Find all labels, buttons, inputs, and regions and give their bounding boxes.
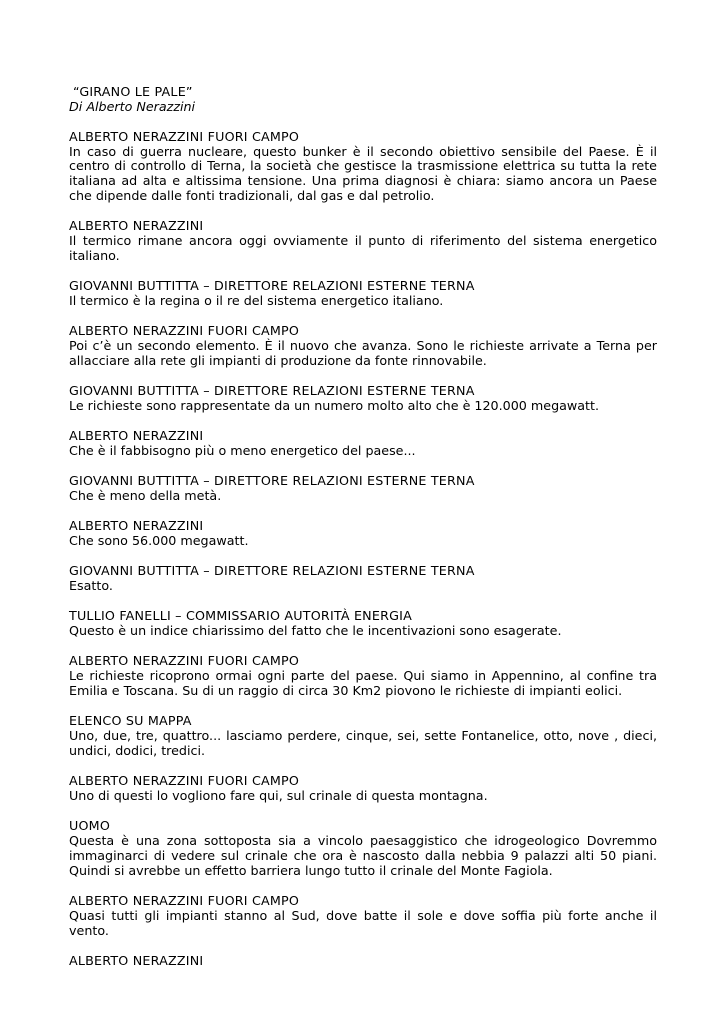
speech-text: Che è meno della metà. (69, 488, 222, 504)
transcript-block (69, 130, 657, 205)
speech-text: Poi c’è un secondo elemento. È il nuovo che avanza. Sono le richieste arrivate a Terna per allacciare alla rete gli impianti di produzione da fonte rinnovabile. (69, 338, 657, 369)
transcript-block (69, 954, 657, 969)
speaker-name: ALBERTO NERAZZINI (69, 952, 204, 968)
speech-text: Le richieste ricoprono ormai ogni parte del paese. Qui siamo in Appennino, al confine tra Emilia e Toscana. Su di un raggio di circa 30 Km2 piovono le richieste di impianti eolici. (69, 668, 657, 698)
speech-text: Le richieste sono rappresentate da un numero molto alto che è 120.000 megawatt. (69, 398, 600, 414)
speaker-name: GIOVANNI BUTTITTA – DIRETTORE RELAZIONI ESTERNE TERNA (69, 563, 475, 579)
speech-text: Il termico è la regina o il re del sistema energetico italiano. (69, 293, 444, 309)
transcript-block (69, 654, 657, 699)
transcript-block (69, 819, 657, 879)
speaker-name: ALBERTO NERAZZINI (69, 518, 204, 534)
speaker-name: UOMO (69, 817, 111, 833)
transcript-block (69, 279, 657, 309)
speaker-name: GIOVANNI BUTTITTA – DIRETTORE RELAZIONI ESTERNE TERNA (69, 473, 475, 489)
speaker-name: TULLIO FANELLI – COMMISSARIO AUTORITÀ ENERGIA (69, 608, 412, 624)
speech-text: In caso di guerra nucleare, questo bunker è il secondo obiettivo sensibile del Paese. È il centro di controllo di Terna, la società che gestisce la trasmissione elettrica su tutta la rete italiana ad alta e altissima tensione. Una prima diagnosi è chiara: siamo ancora un Paese che dipende dalle fonti tradizionali, dal gas e dal petrolio. (69, 143, 657, 204)
speaker-name: ALBERTO NERAZZINI FUORI CAMPO (69, 128, 300, 144)
speech-text: Uno di questi lo vogliono fare qui, sul crinale di questa montagna. (69, 787, 488, 803)
speaker-name: GIOVANNI BUTTITTA – DIRETTORE RELAZIONI ESTERNE TERNA (69, 383, 475, 399)
transcript-block (69, 564, 657, 594)
transcript-block (69, 474, 657, 504)
document-title: “GIRANO LE PALE” (73, 84, 193, 99)
transcript-block (69, 429, 657, 459)
document-author: Di Alberto Nerazzini (69, 98, 196, 114)
speech-text: Il termico rimane ancora oggi ovviamente il punto di riferimento del sistema energetico italiano. (69, 233, 657, 264)
transcript-block (69, 219, 657, 264)
transcript-block (69, 324, 657, 369)
transcript-page (69, 85, 657, 984)
speech-text: Questo è un indice chiarissimo del fatto che le incentivazioni sono esagerate. (69, 623, 562, 639)
speech-text: Quasi tutti gli impianti stanno al Sud, dove batte il sole e dove soffia più forte anche il vento. (69, 907, 657, 938)
speaker-name: ALBERTO NERAZZINI FUORI CAMPO (69, 892, 300, 908)
transcript-block (69, 774, 657, 804)
speaker-name: ALBERTO NERAZZINI FUORI CAMPO (69, 653, 300, 669)
speech-text: Che è il fabbisogno più o meno energetico del paese... (69, 443, 416, 459)
transcript-block (69, 894, 657, 939)
transcript-block (69, 384, 657, 414)
speaker-name: ELENCO SU MAPPA (69, 713, 192, 729)
transcript-block (69, 609, 657, 639)
speaker-name: GIOVANNI BUTTITTA – DIRETTORE RELAZIONI ESTERNE TERNA (69, 278, 475, 294)
speaker-name: ALBERTO NERAZZINI (69, 428, 204, 444)
transcript-block (69, 714, 657, 759)
speech-text: Esatto. (69, 578, 113, 594)
speech-text: Questa è una zona sottoposta sia a vincolo paesaggistico che idrogeologico Dovremmo immaginarci di vedere sul crinale che ora è nascosto dalla nebbia 9 palazzi alti 50 piani. Quindi si avrebbe un effetto barriera lungo tutto il crinale del Monte Fagiola. (69, 832, 657, 878)
speaker-name: ALBERTO NERAZZINI FUORI CAMPO (69, 772, 300, 788)
speech-text: Uno, due, tre, quattro... lasciamo perdere, cinque, sei, sette Fontanelice, otto, nove , dieci, undici, dodici, tredici. (69, 727, 657, 758)
speaker-name: ALBERTO NERAZZINI (69, 218, 204, 234)
speaker-name: ALBERTO NERAZZINI FUORI CAMPO (69, 323, 300, 339)
speech-text: Che sono 56.000 megawatt. (69, 533, 249, 549)
transcript-block (69, 519, 657, 549)
